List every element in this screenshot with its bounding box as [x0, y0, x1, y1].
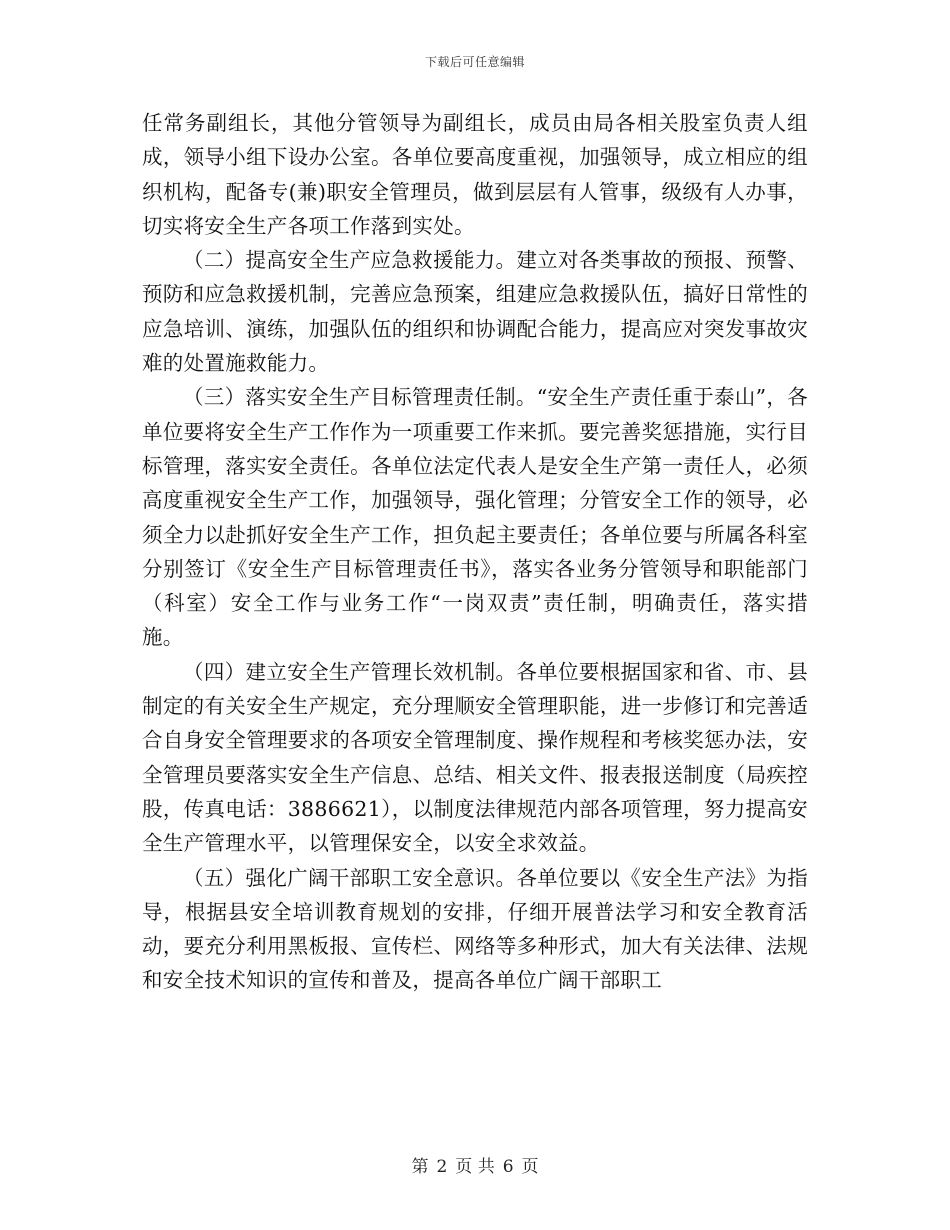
footer-page-number: 2 [436, 1157, 448, 1177]
footer-total-pages: 6 [502, 1157, 514, 1177]
paragraph-long-term-mechanism: （四）建立安全生产管理长效机制。各单位要根据国家和省、市、县制定的有关安全生产规定，充分理顺安全管理职能，进一步修订和完善适合自身安全管理要求的各项安全管理制度、操作规程和考核奖惩办法，安全管理员要落实安全生产信息、总结、相关文件、报表报送制度（局疾控股，传真电话：3886621），以制度法律规范内部各项管理，努力提高安全生产管理水平，以管理保安全，以安全求效益。 [142, 659, 808, 856]
footer-prefix: 第 [411, 1157, 429, 1177]
page-footer [0, 1152, 950, 1177]
footer-suffix: 页 [521, 1157, 539, 1177]
page-header: 下载后可任意编辑 [424, 55, 525, 69]
paragraph-target-responsibility: （三）落实安全生产目标管理责任制。“安全生产责任重于泰山”，各单位要将安全生产工作作为一项重要工作来抓。要完善奖惩措施，实行目标管理，落实安全责任。各单位法定代表人是安全生产第一责任人，必须高度重视安全生产工作，加强领导，强化管理；分管安全工作的领导，必须全力以赴抓好安全生产工作，担负起主要责任；各单位要与所属各科室分别签订《安全生产目标管理责任书》，落实各业务分管领导和职能部门（科室）安全工作与业务工作“一岗双责”责任制，明确责任，落实措施。 [142, 385, 808, 650]
paragraph-emergency-rescue: （二）提高安全生产应急救援能力。建立对各类事故的预报、预警、预防和应急救援机制，完善应急预案，组建应急救援队伍，搞好日常性的应急培训、演练，加强队伍的组织和协调配合能力，提高应对突发事故灾难的处置施救能力。 [142, 248, 808, 376]
document-body [142, 106, 808, 998]
footer-middle: 页 共 [455, 1157, 495, 1177]
paragraph-safety-awareness: （五）强化广阔干部职工安全意识。各单位要以《安全生产法》为指导，根据县安全培训教育规划的安排，仔细开展普法学习和安全教育活动，要充分利用黑板报、宣传栏、网络等多种形式，加大有关法律、法规和安全技术知识的宣传和普及，提高各单位广阔干部职工 [142, 865, 808, 993]
paragraph-continuation: 任常务副组长，其他分管领导为副组长，成员由局各相关股室负责人组成，领导小组下设办公室。各单位要高度重视，加强领导，成立相应的组织机构，配备专(兼)职安全管理员，做到层层有人管事，级级有人办事，切实将安全生产各项工作落到实处。 [142, 111, 808, 238]
